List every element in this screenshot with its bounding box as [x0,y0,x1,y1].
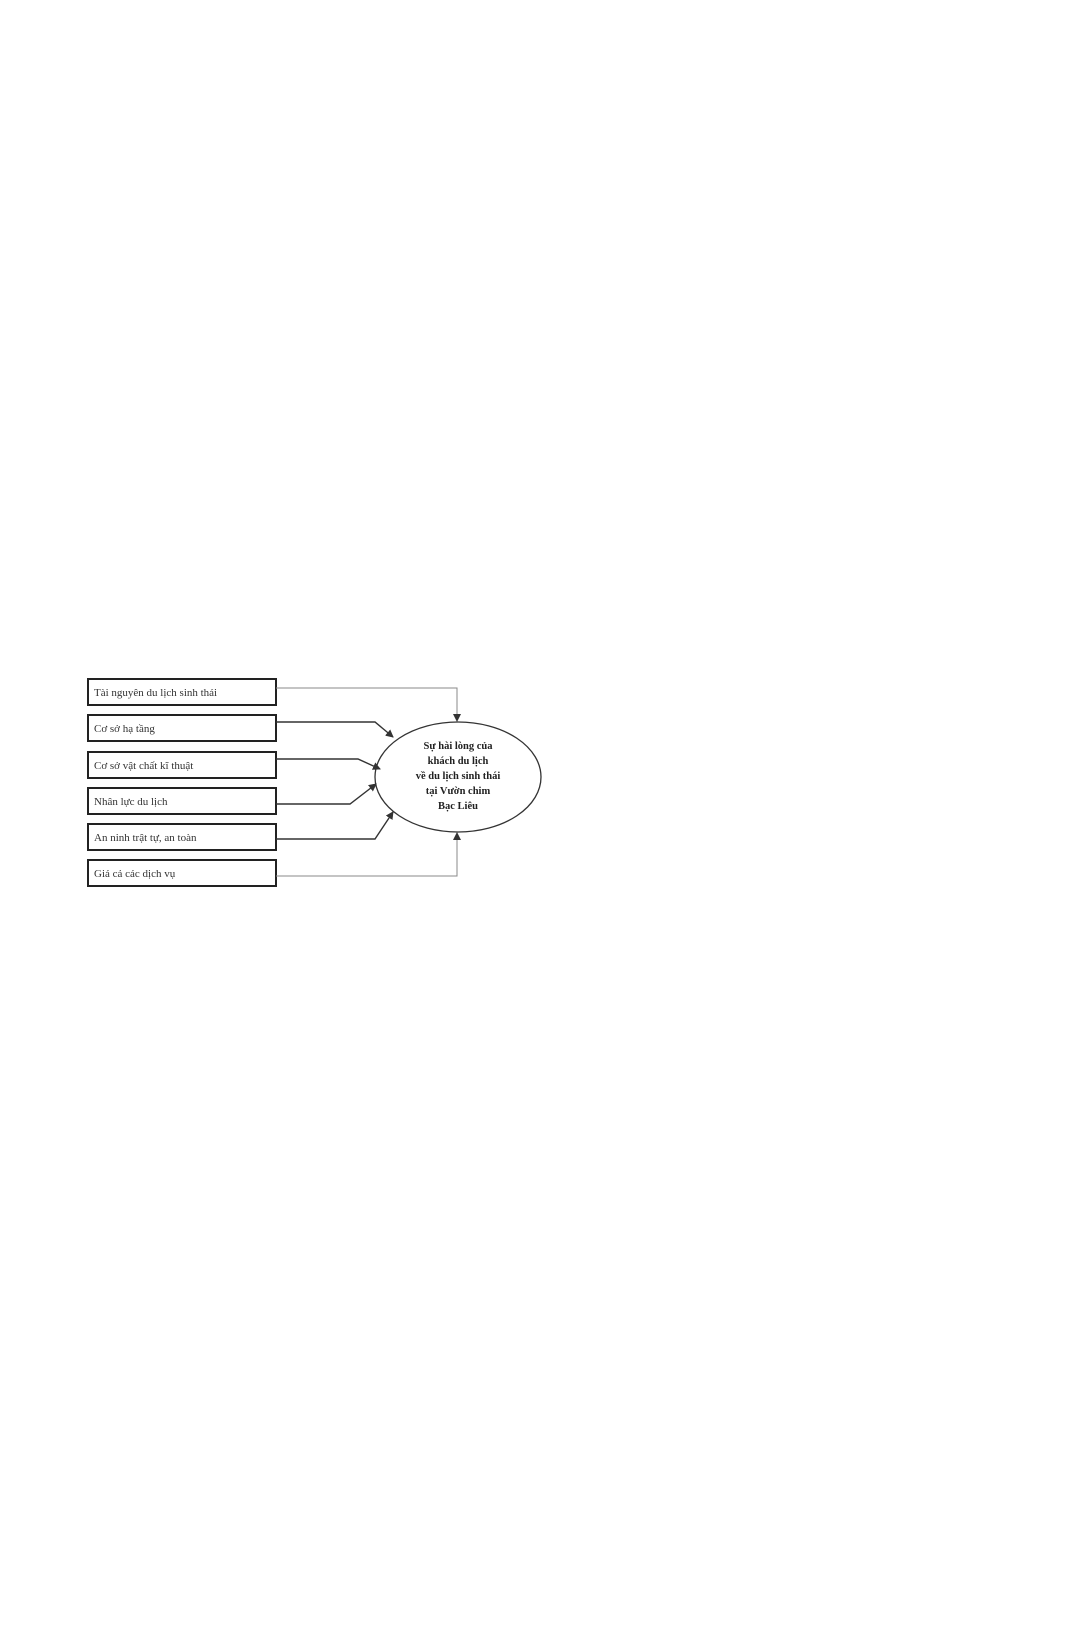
factor-box-3 [88,752,276,778]
factor-box-4 [88,788,276,814]
outcome-line-2: khách du lịch [427,756,489,767]
connector-1 [276,688,457,721]
outcome-line-5: Bạc Liêu [438,801,478,812]
factor-label-4: Nhân lực du lịch [94,796,168,808]
factor-label-3: Cơ sở vật chất kĩ thuật [94,760,194,772]
connector-3 [276,759,380,769]
factor-box-2 [88,715,276,741]
factor-box-5 [88,824,276,850]
outcome-line-3: về du lịch sinh thái [415,771,501,782]
factor-box-6 [88,860,276,886]
factor-label-1: Tài nguyên du lịch sinh thái [94,687,218,699]
outcome-line-1: Sự hài lòng của [423,741,493,752]
outcome-line-4: tại Vườn chim [425,786,491,797]
outcome-node [375,722,541,832]
factor-label-2: Cơ sở hạ tầng [94,723,155,735]
connector-2 [276,722,393,737]
factor-label-5: An ninh trật tự, an toàn [94,832,197,844]
factor-label-6: Giá cả các dịch vụ [94,868,176,880]
connector-5 [276,812,393,839]
factor-box-1 [88,679,276,705]
connector-4 [276,784,376,804]
